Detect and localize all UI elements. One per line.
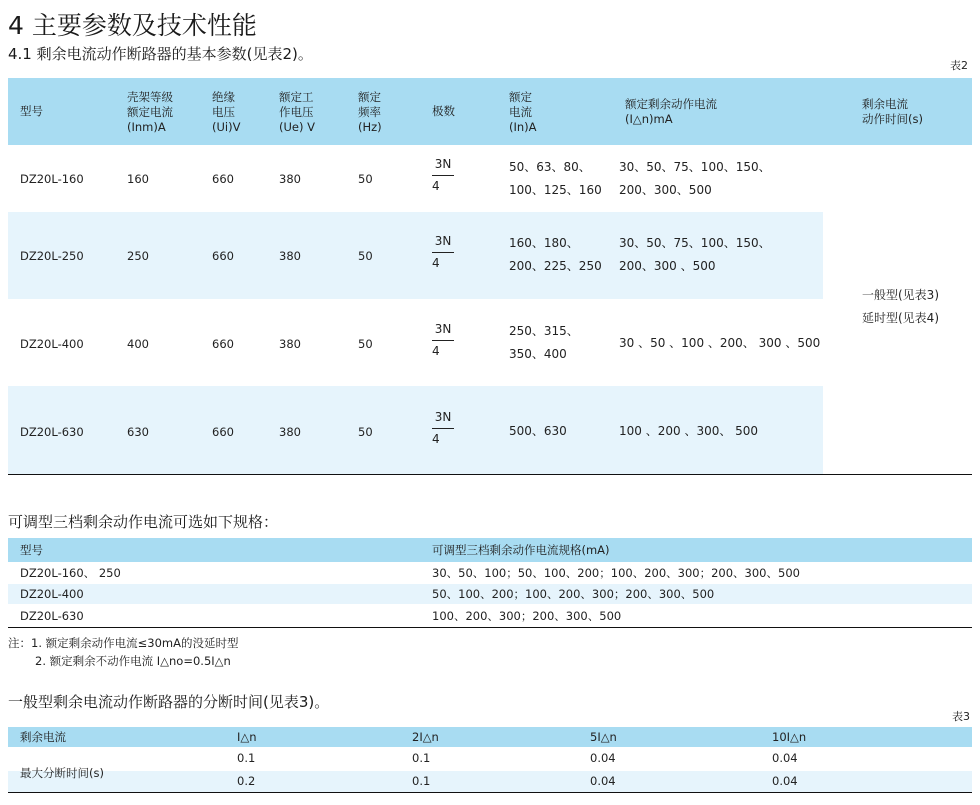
t2-r4-poles-bottom: 4	[432, 432, 440, 446]
t2-r1-model: DZ20L-160	[20, 172, 84, 186]
t3-r2-c1: 0.2	[237, 774, 256, 788]
spec-r1-model: DZ20L-160、 250	[20, 566, 121, 580]
note-1: 注：1. 额定剩余动作电流≤30mA的没延时型	[8, 636, 239, 650]
t2-r3-poles-bottom: 4	[432, 344, 440, 358]
section2-heading: 可调型三档剩余动作电流可选如下规格：	[8, 513, 279, 531]
t2-header-in: 额定 电流 (In)A	[509, 90, 537, 134]
t2-r4-inm: 630	[127, 425, 149, 439]
t2-r2-poles	[432, 234, 454, 271]
t3-r2-c2: 0.1	[412, 774, 431, 788]
t2-r1-idn: 30、50、75、100、150、 200、300、500	[619, 160, 771, 197]
t2-r3-poles	[432, 322, 454, 359]
t2-r2-hz: 50	[358, 249, 373, 263]
t2-r1-hz: 50	[358, 172, 373, 186]
t2-r3-inm: 400	[127, 337, 149, 351]
t2-r1-poles-bottom: 4	[432, 179, 440, 193]
t2-r4-ui: 660	[212, 425, 234, 439]
t2-r1-in: 50、63、80、 100、125、160	[509, 160, 602, 197]
t3-r1-c3: 0.04	[590, 751, 616, 765]
t2-r4-hz: 50	[358, 425, 373, 439]
t2-r1-ui: 660	[212, 172, 234, 186]
t2-header-ui: 绝缘 电压 (Ui)V	[212, 90, 241, 134]
t3-header-label: 剩余电流	[20, 730, 66, 744]
t2-header-hz: 额定 频率 (Hz)	[358, 90, 382, 134]
section3-heading: 一般型剩余电流动作断路器的分断时间(见表3)。	[8, 693, 330, 711]
t3-row-label: 最大分断时间(s)	[20, 766, 104, 780]
spec-bottom-rule	[8, 627, 972, 628]
t2-r3-ue: 380	[279, 337, 301, 351]
t2-header-idn: 额定剩余动作电流 (I△n)mA	[625, 97, 717, 126]
t3-header-1x: I△n	[237, 730, 257, 744]
t2-header-inm: 壳架等级 额定电流 (Inm)A	[127, 90, 173, 134]
spec-r2-spec: 50、100、200；100、200、300；200、300、500	[432, 587, 715, 601]
t3-r1-c4: 0.04	[772, 751, 798, 765]
table3-bottom-rule	[8, 792, 972, 793]
table3-tag: 表3	[952, 710, 970, 723]
table2-bottom-rule	[8, 474, 972, 475]
t2-r3-model: DZ20L-400	[20, 337, 84, 351]
spec-r3-spec: 100、200、300；200、300、500	[432, 609, 622, 623]
t2-time-note: 一般型(见表3) 延时型(见表4)	[862, 288, 939, 325]
t2-header-poles: 极数	[432, 104, 455, 118]
table3-band-row2	[8, 771, 972, 792]
t2-r2-idn: 30、50、75、100、150、 200、300 、500	[619, 236, 771, 273]
spec-header-spec: 可调型三档剩余动作电流规格(mA)	[432, 543, 610, 557]
t2-header-model: 型号	[20, 104, 43, 118]
t2-r2-poles-bottom: 4	[432, 256, 440, 270]
t2-r1-inm: 160	[127, 172, 149, 186]
t2-r3-idn: 30 、50 、100 、200、 300 、500	[619, 336, 821, 350]
t3-r1-c2: 0.1	[412, 751, 431, 765]
t2-r4-poles-top: 3N	[432, 410, 454, 429]
spec-r2-model: DZ20L-400	[20, 587, 84, 601]
spec-r3-model: DZ20L-630	[20, 609, 84, 623]
section1-heading: 4.1 剩余电流动作断路器的基本参数(见表2)。	[8, 45, 313, 63]
t3-header-5x: 5I△n	[590, 730, 617, 744]
spec-r1-spec: 30、50、100；50、100、200；100、200、300；200、300、500	[432, 566, 800, 580]
t3-r1-c1: 0.1	[237, 751, 256, 765]
t2-r2-model: DZ20L-250	[20, 249, 84, 263]
t2-r4-in: 500、630	[509, 424, 567, 438]
t2-r1-poles	[432, 157, 454, 194]
t2-header-time: 剩余电流 动作时间(s)	[862, 97, 923, 126]
t2-r2-ue: 380	[279, 249, 301, 263]
t2-r4-ue: 380	[279, 425, 301, 439]
table3-header-bar	[8, 727, 972, 747]
t2-r2-poles-top: 3N	[432, 234, 454, 253]
t2-r3-hz: 50	[358, 337, 373, 351]
t3-r2-c3: 0.04	[590, 774, 616, 788]
t2-r4-poles	[432, 410, 454, 447]
t2-r4-model: DZ20L-630	[20, 425, 84, 439]
t2-r4-idn: 100 、200 、300、 500	[619, 424, 759, 438]
t2-r3-ui: 660	[212, 337, 234, 351]
t3-header-2x: 2I△n	[412, 730, 439, 744]
t2-r1-ue: 380	[279, 172, 301, 186]
t3-r2-c4: 0.04	[772, 774, 798, 788]
spec-header-model: 型号	[20, 543, 43, 557]
t2-header-ue: 额定工 作电压 (Ue) V	[279, 90, 315, 134]
t2-r3-in: 250、315、 350、400	[509, 324, 579, 361]
t3-header-10x: 10I△n	[772, 730, 807, 744]
page-title: 4 主要参数及技术性能	[8, 11, 257, 40]
t2-r2-ui: 660	[212, 249, 234, 263]
t2-r2-inm: 250	[127, 249, 149, 263]
note-2: 2. 额定剩余不动作电流 I△no=0.5I△n	[35, 654, 231, 668]
t2-r3-poles-top: 3N	[432, 322, 454, 341]
t2-r2-in: 160、180、 200、225、250	[509, 236, 602, 273]
table2-tag: 表2	[950, 59, 968, 72]
t2-r1-poles-top: 3N	[432, 157, 454, 176]
